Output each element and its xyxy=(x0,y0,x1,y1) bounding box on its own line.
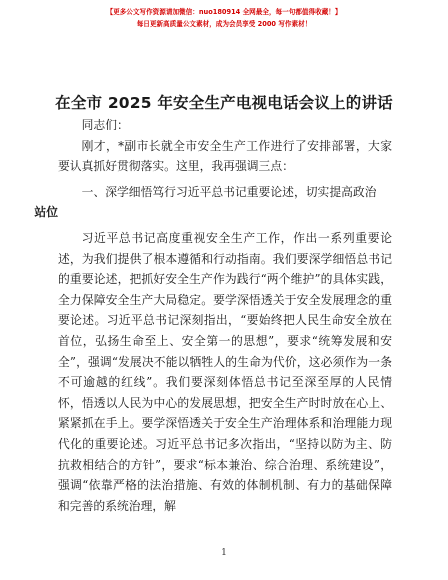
salutation: 同志们： xyxy=(81,118,129,132)
document-title: 在全市 2025 年安全生产电视电话会议上的讲话 xyxy=(55,94,393,112)
document-body xyxy=(34,115,392,516)
promo-banner-line-2: 每日更新高质量公文素材，成为会员享受 2000 写作素材！ xyxy=(136,20,312,28)
intro-paragraph: 刚才，*副市长就全市安全生产工作进行了安排部署，大家要认真抓好贯彻落实。这里，我再强调三点： xyxy=(58,138,392,174)
page-number: 1 xyxy=(221,548,227,558)
promo-banner-line-1: 【更多公文写作资源请加微信：nuo180914 全网最全，每一句都值得收藏！】 xyxy=(106,8,342,16)
promo-banner xyxy=(0,6,448,30)
section-heading-text: 一、深学细悟笃行习近平总书记重要论述，切实提高政治 xyxy=(81,184,377,199)
section-heading-continuation: 站位 xyxy=(34,205,59,220)
body-paragraph: 习近平总书记高度重视安全生产工作，作出一系列重要论述，为我们提供了根本遵循和行动指南。我们要深学细悟总书记的重要论述，把抓好安全生产作为践行“两个维护”的具体实践，全力保障安全生产大局稳定。要学深悟透关于安全发展理念的重要论述。习近平总书记深刻指出，“要始终把人民生命安全放在首位，弘扬生命至上、安全第一的思想”，要求“统筹发展和安全”，强调“发展决不能以牺牲人的生命为代价，这必须作为一条不可逾越的红线”。我们要深刻体悟总书记至深至厚的人民情怀，悟透以人民为中心的发展思想，把安全生产时时放在心上、紧紧抓在手上。要学深悟透关于安全生产治理体系和治理能力现代化的重要论述。习近平总书记多次指出，“坚持以防为主、防抗救相结合的方针”，要求“标本兼治、综合治理、系统建设”，强调“依靠严格的法治措施、有效的体制机制、有力的基础保障和完善的系统治理，解 xyxy=(58,230,392,513)
section-heading xyxy=(34,182,392,223)
